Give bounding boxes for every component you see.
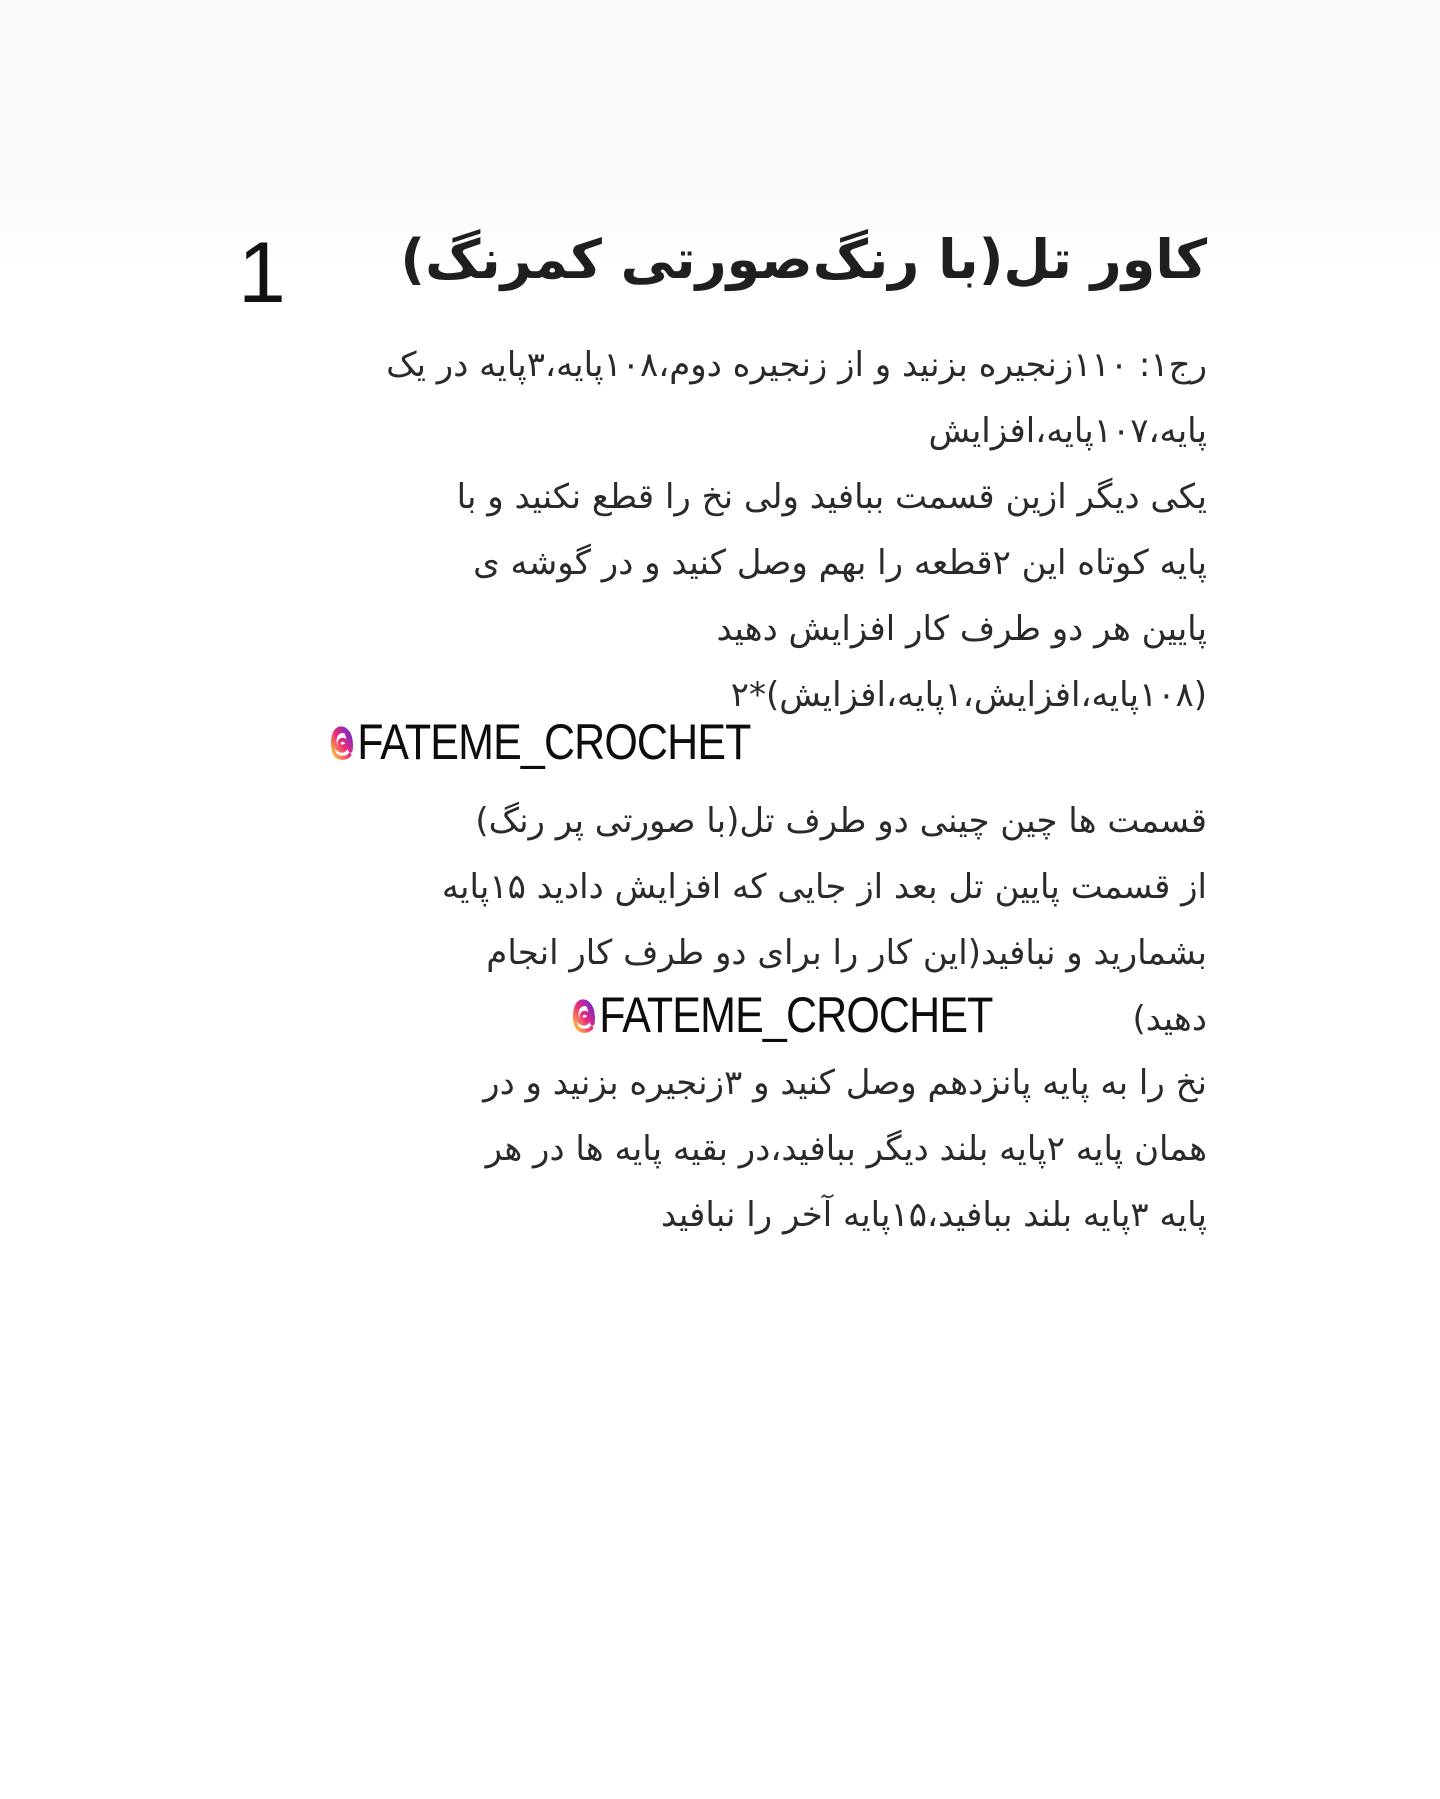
instruction-line: یکی دیگر ازین قسمت ببافید ولی نخ را قطع نکنید و با bbox=[456, 477, 1207, 517]
instagram-threads-icon bbox=[328, 721, 354, 763]
instruction-line: پایه ۳پایه بلند ببافید،۱۵پایه آخر را نبافید bbox=[661, 1195, 1207, 1235]
instruction-line: (۱۰۸پایه،افزایش،۱پایه،افزایش)*۲ bbox=[730, 675, 1207, 715]
instruction-line: از قسمت پایین تل بعد از جایی که افزایش دادید ۱۵پایه bbox=[441, 867, 1207, 907]
instruction-line: رج۱: ۱۱۰زنجیره بزنید و از زنجیره دوم،۱۰۸پایه،۳پایه در یک bbox=[386, 345, 1207, 385]
top-background-shade bbox=[0, 0, 1440, 190]
instruction-line: دهید) bbox=[1132, 999, 1207, 1039]
instruction-line: پایین هر دو طرف کار افزایش دهید bbox=[716, 609, 1207, 649]
page-title: کاور تل(با رنگ‌صورتی کمرنگ) bbox=[400, 228, 1207, 291]
instruction-line: قسمت ها چین چینی دو طرف تل(با صورتی پر رنگ) bbox=[475, 801, 1207, 841]
instruction-line: نخ را به پایه پانزدهم وصل کنید و ۳زنجیره بزنید و در bbox=[483, 1063, 1207, 1103]
author-watermark bbox=[328, 713, 751, 771]
instruction-line: پایه کوتاه این ۲قطعه را بهم وصل کنید و در گوشه ی bbox=[473, 543, 1207, 583]
author-handle: FATEME_CROCHET bbox=[357, 714, 751, 770]
instructions-section-3 bbox=[367, 1050, 1207, 1248]
instruction-line: همان پایه ۲پایه بلند دیگر ببافید،در بقیه پایه ها در هر bbox=[485, 1129, 1207, 1169]
instructions-section-1 bbox=[367, 332, 1207, 728]
instruction-line: بشمارید و نبافید(این کار را برای دو طرف کار انجام bbox=[486, 933, 1207, 973]
author-handle: FATEME_CROCHET bbox=[599, 987, 993, 1043]
instagram-threads-icon bbox=[570, 994, 596, 1036]
instruction-line: پایه،۱۰۷پایه،افزایش bbox=[928, 411, 1207, 451]
author-watermark bbox=[570, 986, 993, 1044]
page-number: 1 bbox=[238, 225, 286, 321]
